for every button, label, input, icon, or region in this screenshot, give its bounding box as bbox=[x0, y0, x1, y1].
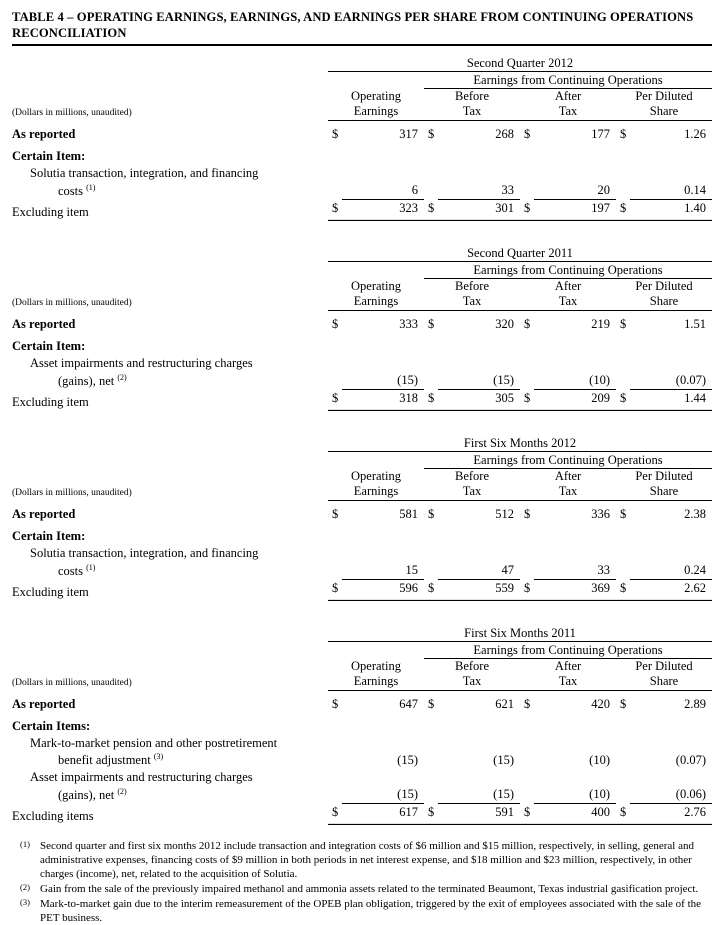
period-title: First Six Months 2011 bbox=[328, 625, 712, 642]
currency-symbol: $ bbox=[524, 697, 531, 711]
certain-item-operating-earnings: 6 bbox=[411, 183, 418, 197]
certain-item-operating-earnings: (15) bbox=[397, 373, 418, 387]
currency-symbol: $ bbox=[424, 804, 438, 826]
col-per-diluted-share-2: Share bbox=[616, 484, 712, 501]
certain-item-before-tax: 47 bbox=[501, 563, 514, 577]
col-after-tax-2: Tax bbox=[520, 104, 616, 121]
as-reported-label: As reported bbox=[12, 317, 76, 331]
currency-symbol: $ bbox=[424, 390, 438, 412]
footnote-marker[interactable]: (3) bbox=[153, 751, 164, 761]
excluding-per-diluted-share: 1.40 bbox=[630, 200, 712, 222]
column-group-header-row bbox=[12, 72, 712, 89]
certain-item-per-diluted-share: 0.24 bbox=[684, 563, 706, 577]
footnote-marker[interactable]: (1) bbox=[86, 182, 96, 192]
currency-symbol: $ bbox=[428, 317, 435, 331]
col-before-tax: Before bbox=[454, 659, 489, 673]
as-reported-operating-earnings: 647 bbox=[399, 697, 418, 711]
excluding-per-diluted-share: 2.76 bbox=[630, 804, 712, 826]
certain-item-after-tax: (10) bbox=[589, 753, 610, 767]
col-before-tax-2: Tax bbox=[424, 674, 520, 691]
excluding-operating-earnings: 617 bbox=[342, 804, 424, 826]
excluding-before-tax: 305 bbox=[438, 390, 520, 412]
excluding-operating-earnings: 318 bbox=[342, 390, 424, 412]
currency-symbol: $ bbox=[520, 804, 534, 826]
col-after-tax-2: Tax bbox=[520, 484, 616, 501]
column-heads-line2 bbox=[12, 674, 712, 691]
certain-item-label-line1: Asset impairments and restructuring charges bbox=[30, 356, 253, 370]
currency-symbol: $ bbox=[328, 390, 342, 412]
excluding-row bbox=[12, 804, 712, 826]
excluding-after-tax: 369 bbox=[534, 580, 616, 602]
certain-item-description-row bbox=[12, 769, 712, 786]
as-reported-row bbox=[12, 126, 712, 143]
excluding-after-tax: 197 bbox=[534, 200, 616, 222]
currency-symbol: $ bbox=[328, 804, 342, 826]
col-after-tax-2: Tax bbox=[520, 674, 616, 691]
certain-item-per-diluted-share: (0.07) bbox=[675, 373, 706, 387]
spacer bbox=[12, 601, 712, 625]
as-reported-operating-earnings: 333 bbox=[399, 317, 418, 331]
currency-spacer bbox=[520, 752, 534, 769]
currency-symbol: $ bbox=[428, 127, 435, 141]
as-reported-operating-earnings: 317 bbox=[399, 127, 418, 141]
certain-item-label-line1: Asset impairments and restructuring charges bbox=[30, 770, 253, 784]
col-after-tax: After bbox=[554, 279, 582, 293]
col-after-tax: After bbox=[554, 89, 582, 103]
footnotes bbox=[12, 839, 712, 925]
col-operating-earnings: Operating bbox=[351, 89, 401, 103]
currency-spacer bbox=[616, 182, 630, 200]
col-per-diluted-share-2: Share bbox=[616, 294, 712, 311]
currency-symbol: $ bbox=[328, 580, 342, 602]
certain-items-heading-row bbox=[12, 528, 712, 545]
column-heads-line1 bbox=[12, 469, 712, 485]
col-after-tax: After bbox=[554, 469, 582, 483]
excluding-before-tax: 301 bbox=[438, 200, 520, 222]
currency-symbol: $ bbox=[620, 317, 627, 331]
certain-item-before-tax: (15) bbox=[493, 753, 514, 767]
currency-symbol: $ bbox=[332, 697, 339, 711]
currency-spacer bbox=[520, 562, 534, 580]
as-reported-label: As reported bbox=[12, 697, 76, 711]
period-header-row bbox=[12, 55, 712, 72]
certain-item-before-tax: (15) bbox=[493, 373, 514, 387]
currency-symbol: $ bbox=[520, 580, 534, 602]
currency-symbol: $ bbox=[428, 697, 435, 711]
column-group-header: Earnings from Continuing Operations bbox=[424, 72, 712, 89]
period-header-row bbox=[12, 435, 712, 452]
currency-symbol: $ bbox=[520, 200, 534, 222]
as-reported-row bbox=[12, 506, 712, 523]
footnote-text: Gain from the sale of the previously impaired methanol and ammonia assets related to the terminated Beaumont, Texas industrial gasification project. bbox=[40, 883, 699, 896]
footnote bbox=[12, 882, 712, 896]
excluding-row bbox=[12, 580, 712, 602]
excluding-after-tax: 209 bbox=[534, 390, 616, 412]
period-title: Second Quarter 2011 bbox=[328, 245, 712, 262]
as-reported-after-tax: 219 bbox=[591, 317, 610, 331]
currency-symbol: $ bbox=[524, 317, 531, 331]
currency-symbol: $ bbox=[424, 580, 438, 602]
as-reported-per-diluted-share: 1.26 bbox=[684, 127, 706, 141]
certain-item-label-line2: (gains), net $^{(2)}$ bbox=[58, 786, 127, 802]
excluding-before-tax: 591 bbox=[438, 804, 520, 826]
certain-items-heading-row bbox=[12, 338, 712, 355]
currency-spacer bbox=[520, 182, 534, 200]
currency-spacer bbox=[424, 182, 438, 200]
excluding-label: Excluding item bbox=[12, 585, 89, 599]
certain-item-label-line2: costs $^{(1)}$ bbox=[58, 182, 96, 198]
certain-item-value-row bbox=[12, 182, 712, 200]
as-reported-label: As reported bbox=[12, 127, 76, 141]
col-operating-earnings-2: Earnings bbox=[328, 294, 424, 311]
currency-spacer bbox=[520, 372, 534, 390]
page-title: TABLE 4 – OPERATING EARNINGS, EARNINGS, AND EARNINGS PER SHARE FROM CONTINUING OPERATIONS RECONCILIATION bbox=[12, 10, 694, 40]
currency-symbol: $ bbox=[616, 200, 630, 222]
column-heads-line2 bbox=[12, 484, 712, 501]
as-reported-after-tax: 420 bbox=[591, 697, 610, 711]
col-per-diluted-share: Per Diluted bbox=[635, 89, 693, 103]
certain-item-description-row bbox=[12, 735, 712, 752]
column-heads-line1 bbox=[12, 659, 712, 675]
certain-item-value-row bbox=[12, 786, 712, 804]
certain-item-before-tax: 33 bbox=[501, 183, 514, 197]
as-reported-per-diluted-share: 1.51 bbox=[684, 317, 706, 331]
as-reported-per-diluted-share: 2.89 bbox=[684, 697, 706, 711]
as-reported-row bbox=[12, 696, 712, 713]
column-heads-line2 bbox=[12, 104, 712, 121]
certain-item-operating-earnings: (15) bbox=[397, 753, 418, 767]
col-per-diluted-share: Per Diluted bbox=[635, 279, 693, 293]
certain-item-per-diluted-share: (0.07) bbox=[675, 753, 706, 767]
column-group-header-row bbox=[12, 642, 712, 659]
currency-symbol: $ bbox=[328, 200, 342, 222]
col-operating-earnings: Operating bbox=[351, 279, 401, 293]
col-per-diluted-share-2: Share bbox=[616, 104, 712, 121]
certain-item-after-tax: 33 bbox=[597, 563, 610, 577]
units-note: (Dollars in millions, unaudited) bbox=[12, 677, 132, 688]
currency-symbol: $ bbox=[616, 804, 630, 826]
excluding-per-diluted-share: 1.44 bbox=[630, 390, 712, 412]
currency-symbol: $ bbox=[620, 127, 627, 141]
as-reported-before-tax: 512 bbox=[495, 507, 514, 521]
col-before-tax-2: Tax bbox=[424, 294, 520, 311]
certain-item-label-line2: benefit adjustment $^{(3)}$ bbox=[58, 751, 164, 767]
column-heads-line1 bbox=[12, 279, 712, 295]
col-operating-earnings-2: Earnings bbox=[328, 484, 424, 501]
currency-symbol: $ bbox=[424, 200, 438, 222]
spacer bbox=[12, 221, 712, 245]
certain-item-operating-earnings: (15) bbox=[397, 787, 418, 801]
footnote-mark: (2) bbox=[20, 882, 30, 893]
period-title: Second Quarter 2012 bbox=[328, 55, 712, 72]
currency-spacer bbox=[424, 372, 438, 390]
footnote bbox=[12, 897, 712, 925]
excluding-operating-earnings: 596 bbox=[342, 580, 424, 602]
footnote-mark: (3) bbox=[20, 896, 30, 907]
excluding-label: Excluding item bbox=[12, 395, 89, 409]
col-operating-earnings: Operating bbox=[351, 659, 401, 673]
certain-item-label-line1: Mark-to-market pension and other postretirement bbox=[30, 736, 278, 750]
as-reported-after-tax: 177 bbox=[591, 127, 610, 141]
excluding-operating-earnings: 323 bbox=[342, 200, 424, 222]
as-reported-before-tax: 268 bbox=[495, 127, 514, 141]
currency-spacer bbox=[328, 372, 342, 390]
excluding-label: Excluding items bbox=[12, 809, 94, 823]
col-before-tax-2: Tax bbox=[424, 484, 520, 501]
certain-item-label-line2: (gains), net $^{(2)}$ bbox=[58, 372, 127, 388]
currency-symbol: $ bbox=[332, 127, 339, 141]
certain-items-heading-row bbox=[12, 148, 712, 165]
currency-symbol: $ bbox=[332, 507, 339, 521]
certain-item-description-row bbox=[12, 165, 712, 182]
footnote-marker[interactable]: (2) bbox=[117, 786, 127, 796]
as-reported-row bbox=[12, 316, 712, 333]
footnote-marker[interactable]: (1) bbox=[86, 562, 96, 572]
certain-item-description-row bbox=[12, 545, 712, 562]
currency-spacer bbox=[424, 752, 438, 769]
column-group-header: Earnings from Continuing Operations bbox=[424, 452, 712, 469]
currency-symbol: $ bbox=[524, 507, 531, 521]
col-before-tax: Before bbox=[454, 89, 489, 103]
column-group-header: Earnings from Continuing Operations bbox=[424, 262, 712, 279]
as-reported-per-diluted-share: 2.38 bbox=[684, 507, 706, 521]
currency-symbol: $ bbox=[616, 390, 630, 412]
certain-item-after-tax: 20 bbox=[597, 183, 610, 197]
footnote-text: Second quarter and first six months 2012 include transaction and integration costs of $6 million and $15 million, respectively, in selling, general and administrative expenses, financing costs of $9 million in both periods in net interest expense, and $18 million and $23 million, respectively, in other charges (income), net, related to the acquisition of Solutia. bbox=[40, 840, 694, 881]
as-reported-label: As reported bbox=[12, 507, 76, 521]
certain-item-value-row bbox=[12, 372, 712, 390]
col-after-tax-2: Tax bbox=[520, 294, 616, 311]
certain-item-after-tax: (10) bbox=[589, 787, 610, 801]
column-group-header: Earnings from Continuing Operations bbox=[424, 642, 712, 659]
spacer bbox=[12, 411, 712, 435]
certain-item-label-line1: Solutia transaction, integration, and financing bbox=[30, 166, 259, 180]
certain-item-after-tax: (10) bbox=[589, 373, 610, 387]
period-title: First Six Months 2012 bbox=[328, 435, 712, 452]
col-operating-earnings-2: Earnings bbox=[328, 674, 424, 691]
col-per-diluted-share-2: Share bbox=[616, 674, 712, 691]
col-per-diluted-share: Per Diluted bbox=[635, 659, 693, 673]
certain-item-description-row bbox=[12, 355, 712, 372]
excluding-after-tax: 400 bbox=[534, 804, 616, 826]
currency-symbol: $ bbox=[524, 127, 531, 141]
currency-spacer bbox=[328, 562, 342, 580]
units-note: (Dollars in millions, unaudited) bbox=[12, 297, 132, 308]
currency-symbol: $ bbox=[428, 507, 435, 521]
column-heads-line2 bbox=[12, 294, 712, 311]
period-header-row bbox=[12, 245, 712, 262]
footnote bbox=[12, 839, 712, 882]
excluding-row bbox=[12, 200, 712, 222]
spacer bbox=[12, 46, 712, 55]
currency-symbol: $ bbox=[616, 580, 630, 602]
currency-symbol: $ bbox=[620, 507, 627, 521]
reconciliation-table bbox=[12, 46, 712, 825]
currency-spacer bbox=[616, 752, 630, 769]
currency-spacer bbox=[424, 786, 438, 804]
col-operating-earnings: Operating bbox=[351, 469, 401, 483]
col-operating-earnings-2: Earnings bbox=[328, 104, 424, 121]
units-note: (Dollars in millions, unaudited) bbox=[12, 487, 132, 498]
col-per-diluted-share: Per Diluted bbox=[635, 469, 693, 483]
currency-spacer bbox=[328, 786, 342, 804]
col-before-tax-2: Tax bbox=[424, 104, 520, 121]
footnote-text: Mark-to-market gain due to the interim remeasurement of the OPEB plan obligation, triggered by the exit of employees associated with the sale of the PET business. bbox=[40, 897, 702, 925]
currency-spacer bbox=[328, 182, 342, 200]
footnote-marker[interactable]: (2) bbox=[117, 372, 127, 382]
currency-spacer bbox=[616, 786, 630, 804]
certain-item-label-line1: Solutia transaction, integration, and financing bbox=[30, 546, 259, 560]
footnote-mark: (1) bbox=[20, 839, 30, 849]
column-heads-line1 bbox=[12, 89, 712, 105]
column-group-header-row bbox=[12, 452, 712, 469]
excluding-label: Excluding item bbox=[12, 205, 89, 219]
certain-item-value-row bbox=[12, 562, 712, 580]
certain-item-per-diluted-share: 0.14 bbox=[684, 183, 706, 197]
currency-symbol: $ bbox=[620, 697, 627, 711]
certain-items-heading: Certain Item: bbox=[12, 339, 86, 353]
certain-items-heading: Certain Item: bbox=[12, 149, 86, 163]
certain-item-operating-earnings: 15 bbox=[405, 563, 418, 577]
col-after-tax: After bbox=[554, 659, 582, 673]
currency-spacer bbox=[328, 752, 342, 769]
certain-item-per-diluted-share: (0.06) bbox=[675, 787, 706, 801]
currency-spacer bbox=[520, 786, 534, 804]
as-reported-operating-earnings: 581 bbox=[399, 507, 418, 521]
currency-spacer bbox=[616, 562, 630, 580]
units-note: (Dollars in millions, unaudited) bbox=[12, 107, 132, 118]
col-before-tax: Before bbox=[454, 469, 489, 483]
column-group-header-row bbox=[12, 262, 712, 279]
certain-items-heading: Certain Items: bbox=[12, 719, 91, 733]
currency-spacer bbox=[616, 372, 630, 390]
excluding-row bbox=[12, 390, 712, 412]
as-reported-after-tax: 336 bbox=[591, 507, 610, 521]
currency-symbol: $ bbox=[332, 317, 339, 331]
certain-items-heading: Certain Item: bbox=[12, 529, 86, 543]
currency-symbol: $ bbox=[520, 390, 534, 412]
certain-items-heading-row bbox=[12, 718, 712, 735]
certain-item-value-row bbox=[12, 752, 712, 769]
certain-item-before-tax: (15) bbox=[493, 787, 514, 801]
certain-item-label-line2: costs $^{(1)}$ bbox=[58, 562, 96, 578]
col-before-tax: Before bbox=[454, 279, 489, 293]
as-reported-before-tax: 320 bbox=[495, 317, 514, 331]
excluding-per-diluted-share: 2.62 bbox=[630, 580, 712, 602]
period-header-row bbox=[12, 625, 712, 642]
currency-spacer bbox=[424, 562, 438, 580]
excluding-before-tax: 559 bbox=[438, 580, 520, 602]
as-reported-before-tax: 621 bbox=[495, 697, 514, 711]
